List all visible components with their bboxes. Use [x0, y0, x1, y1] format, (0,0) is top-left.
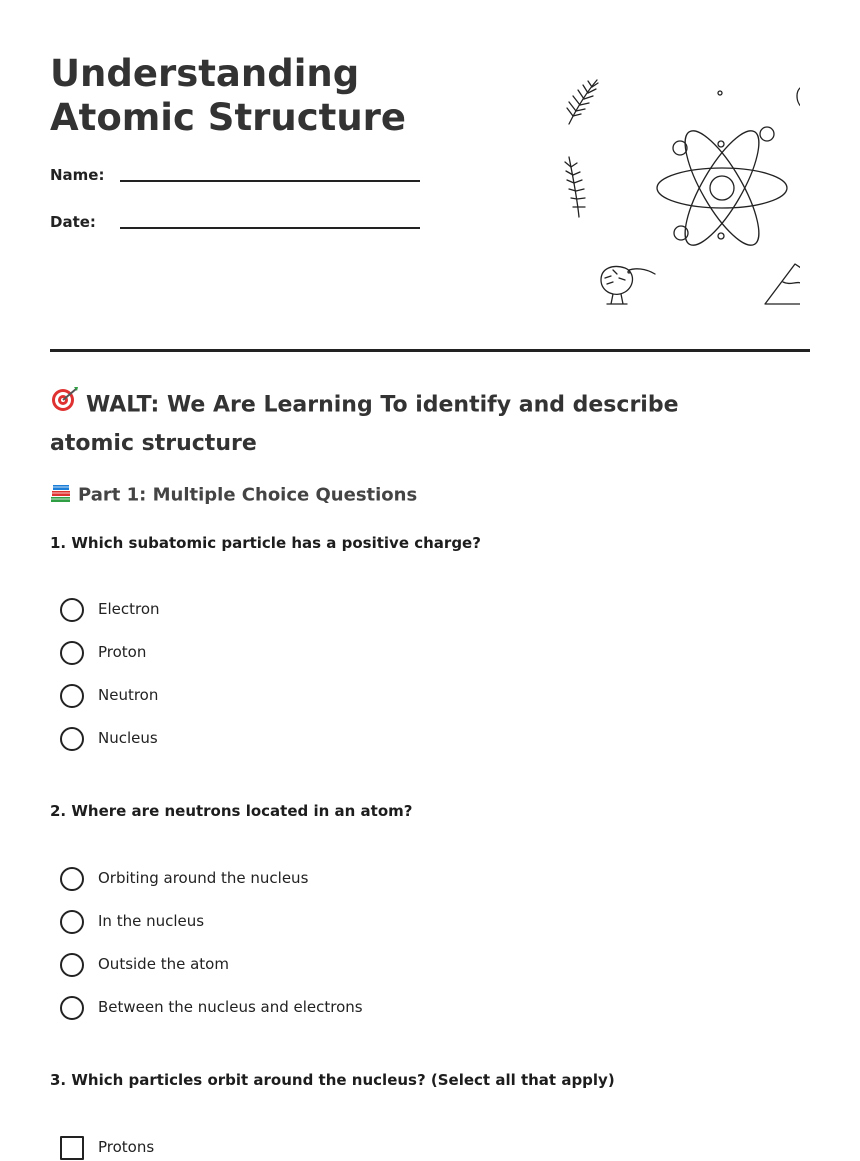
- checkbox[interactable]: [60, 1136, 84, 1160]
- atom-icon: [657, 122, 787, 255]
- answer-option[interactable]: [60, 640, 660, 666]
- part1-heading-text: Part 1: Multiple Choice Questions: [78, 484, 418, 506]
- small-circle-icon: [718, 91, 722, 95]
- fern-icon: [567, 80, 598, 124]
- answer-option[interactable]: [60, 597, 660, 623]
- section-divider: [50, 349, 810, 352]
- answer-option[interactable]: [60, 866, 660, 892]
- radio-button[interactable]: [60, 910, 84, 934]
- worksheet-page: [50, 0, 810, 1161]
- walt-heading: [50, 386, 770, 463]
- radio-button[interactable]: [60, 598, 84, 622]
- kiwi-bird-icon: [601, 267, 655, 305]
- option-label: Between the nucleus and electrons: [98, 998, 363, 1016]
- option-label: Outside the atom: [98, 955, 229, 973]
- answer-option[interactable]: [60, 909, 660, 935]
- page-title: Understanding Atomic Structure: [50, 52, 407, 139]
- radio-button[interactable]: [60, 953, 84, 977]
- name-field-row: [50, 166, 430, 196]
- kiwi-bird-icon: [797, 84, 800, 118]
- date-field-row: [50, 213, 430, 243]
- header-illustration: [545, 72, 800, 317]
- name-label: Name:: [50, 166, 105, 184]
- name-field[interactable]: [120, 180, 420, 182]
- answer-option[interactable]: [60, 1135, 660, 1161]
- option-label: Protons: [98, 1138, 155, 1156]
- mountain-icon: [765, 262, 800, 304]
- date-label: Date:: [50, 213, 96, 231]
- option-label: Orbiting around the nucleus: [98, 869, 309, 887]
- part1-heading: [50, 483, 417, 508]
- option-label: Electron: [98, 600, 160, 618]
- radio-button[interactable]: [60, 641, 84, 665]
- radio-button[interactable]: [60, 684, 84, 708]
- date-field[interactable]: [120, 227, 420, 229]
- answer-option[interactable]: [60, 995, 660, 1021]
- option-label: Proton: [98, 643, 147, 661]
- target-dart-icon: [50, 386, 80, 425]
- books-icon: [50, 483, 72, 508]
- radio-button[interactable]: [60, 996, 84, 1020]
- walt-text: WALT: We Are Learning To identify and describe atomic structure: [50, 392, 679, 456]
- answer-option[interactable]: [60, 683, 660, 709]
- fern-icon: [565, 157, 585, 217]
- question-2: 2. Where are neutrons located in an atom?: [50, 802, 413, 820]
- option-label: Nucleus: [98, 729, 158, 747]
- option-label: In the nucleus: [98, 912, 205, 930]
- question-1: 1. Which subatomic particle has a positive charge?: [50, 534, 481, 552]
- radio-button[interactable]: [60, 867, 84, 891]
- question-3: 3. Which particles orbit around the nucleus? (Select all that apply): [50, 1071, 615, 1089]
- radio-button[interactable]: [60, 727, 84, 751]
- option-label: Neutron: [98, 686, 159, 704]
- answer-option[interactable]: [60, 952, 660, 978]
- answer-option[interactable]: [60, 726, 660, 752]
